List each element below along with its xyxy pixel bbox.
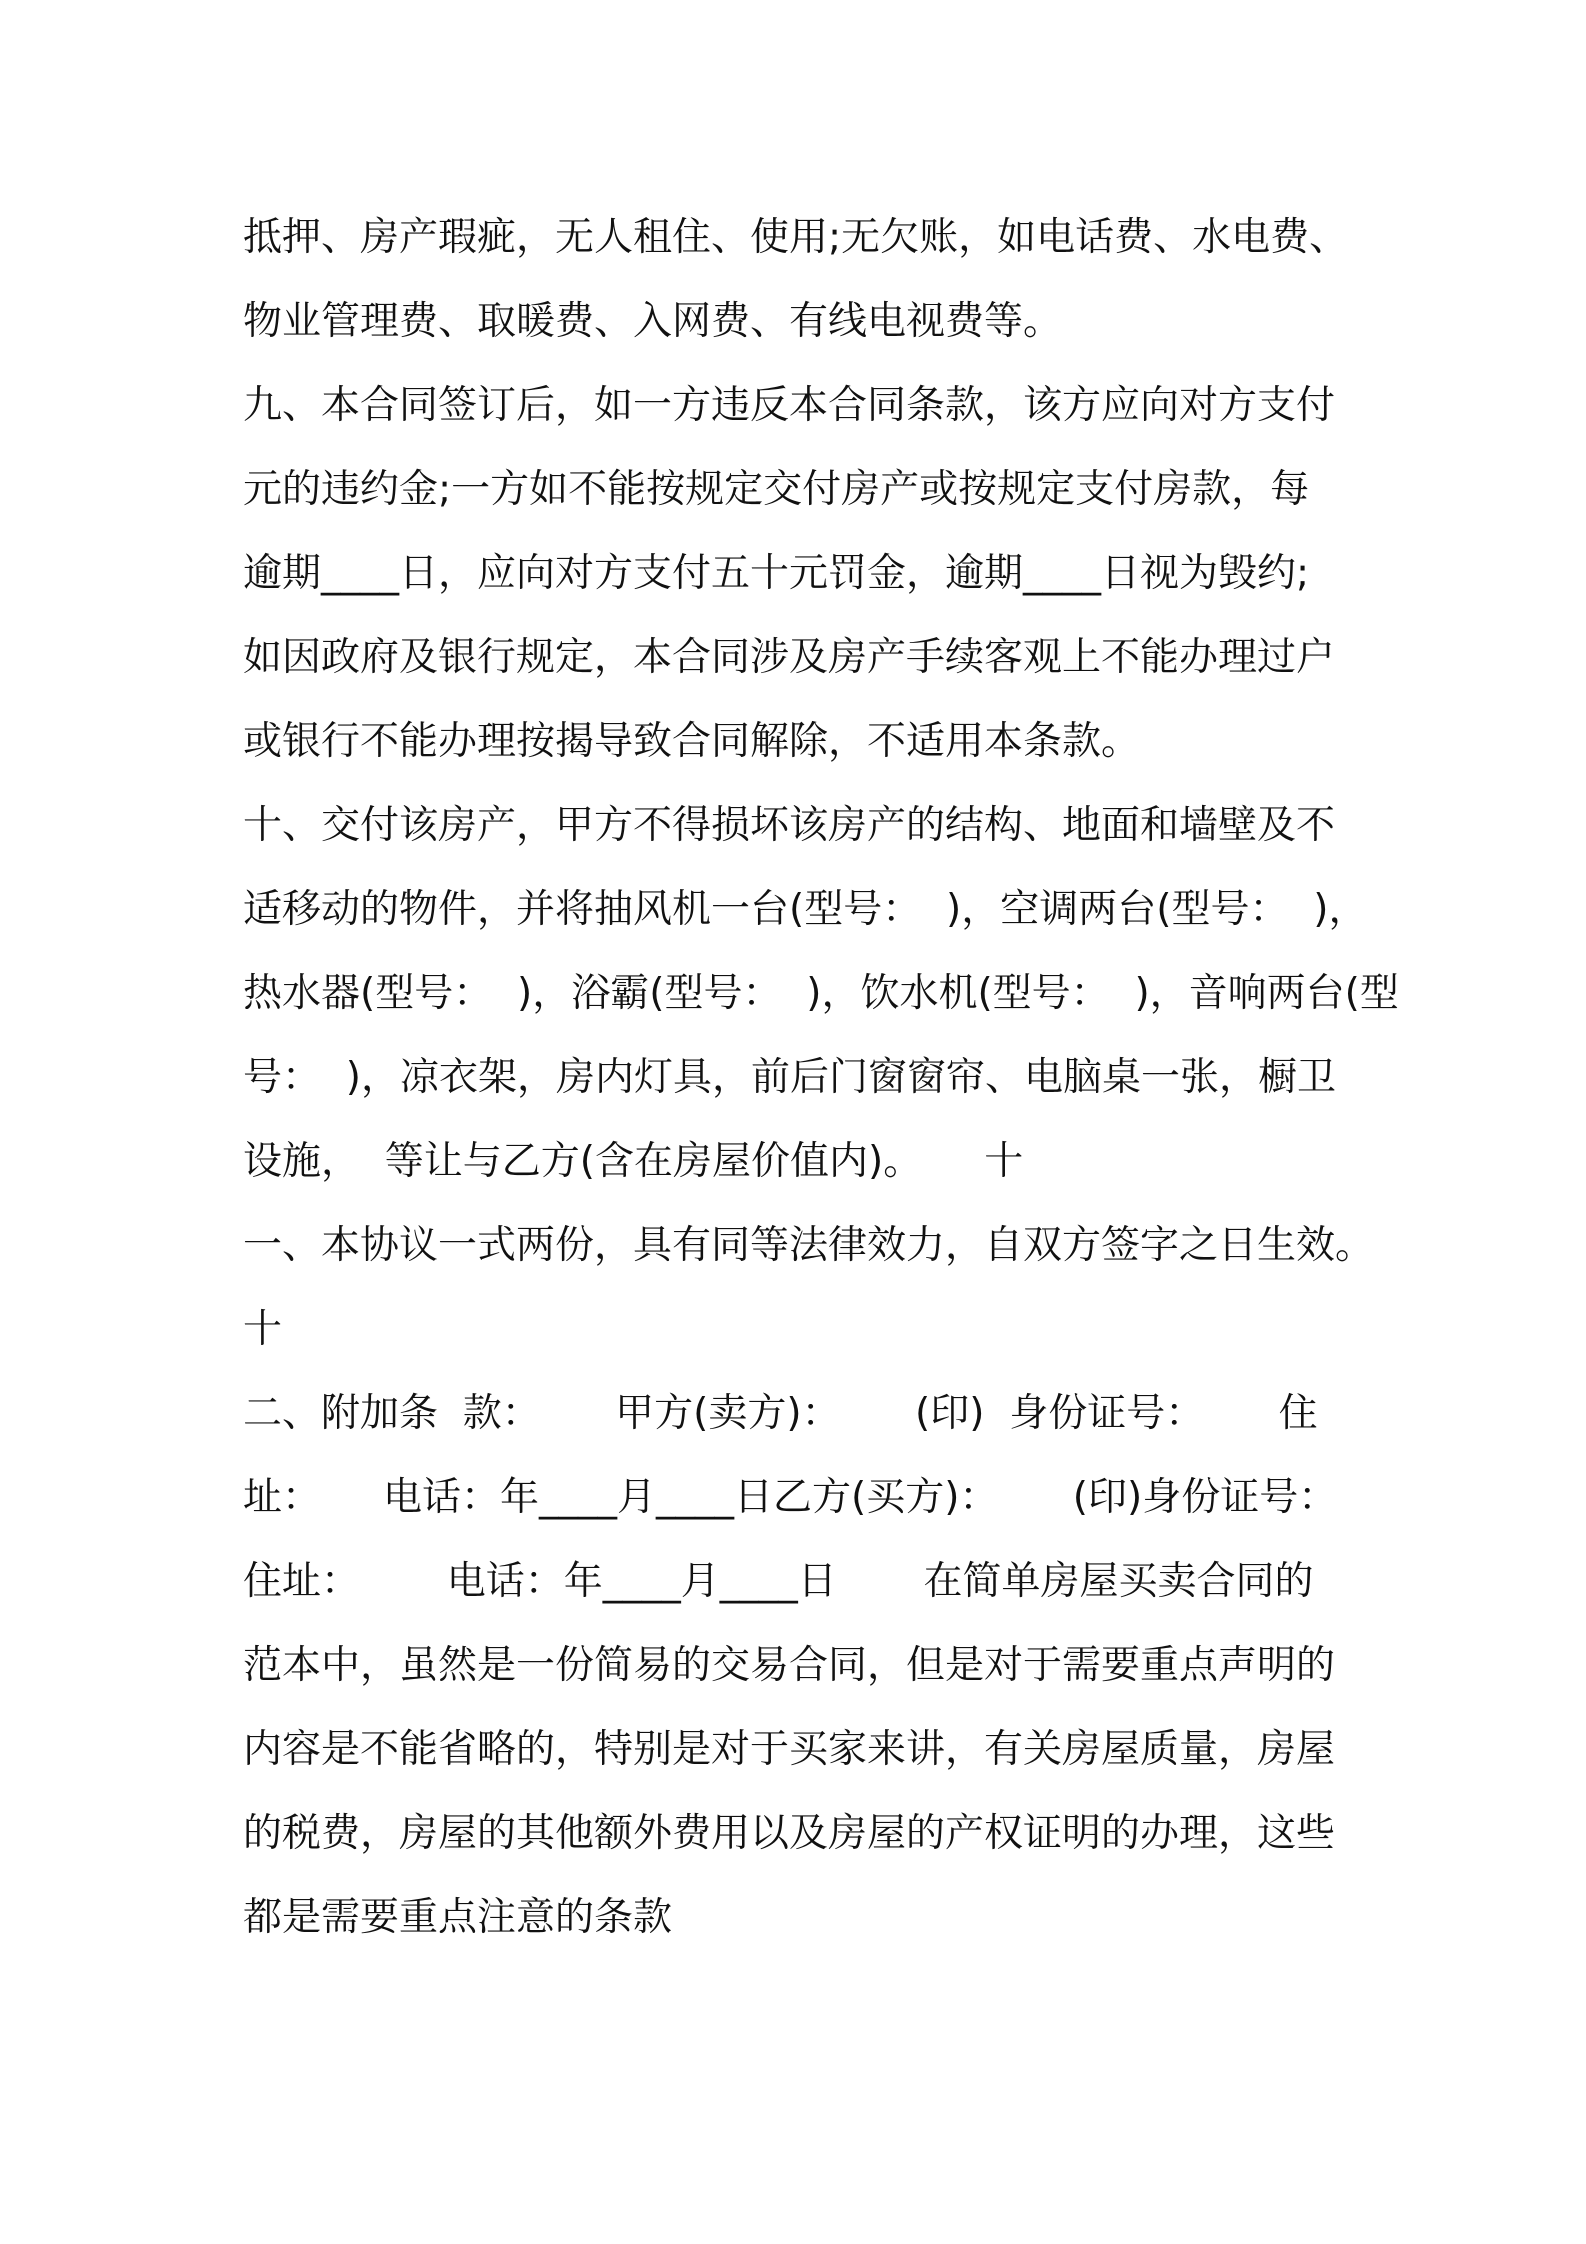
text-line: 适移动的物件，并将抽风机一台(型号： )，空调两台(型号： )， — [243, 887, 1368, 932]
text-line: 都是需要重点注意的条款 — [243, 1895, 673, 1940]
text-line: 抵押、房产瑕疵，无人租住、使用;无欠账，如电话费、水电费、 — [243, 215, 1349, 260]
text-line: 十 — [243, 1307, 283, 1352]
clause-11-line: 一、本协议一式两份，具有同等法律效力，自双方签字之日生效。 — [243, 1223, 1375, 1268]
text-line: 址： 电话：年____月____日乙方(买方)： (印)身份证号： — [243, 1475, 1338, 1520]
clause-10-line: 十、交付该房产，甲方不得损坏该房产的结构、地面和墙壁及不 — [243, 803, 1336, 848]
text-line: 范本中，虽然是一份简易的交易合同，但是对于需要重点声明的 — [243, 1643, 1336, 1688]
text-line: 或银行不能办理按揭导致合同解除，不适用本条款。 — [243, 719, 1141, 764]
clause-12-line: 二、附加条 款： 甲方(卖方)： (印) 身份证号： 住 — [243, 1391, 1318, 1436]
clause-9-line: 九、本合同签订后，如一方违反本合同条款，该方应向对方支付 — [243, 383, 1336, 428]
text-line: 逾期____日，应向对方支付五十元罚金，逾期____日视为毁约; — [243, 551, 1310, 596]
text-line: 住址： 电话：年____月____日 在简单房屋买卖合同的 — [243, 1559, 1314, 1604]
text-line: 设施， 等让与乙方(含在房屋价值内)。 十 — [243, 1139, 1024, 1184]
text-line: 号： )，凉衣架，房内灯具，前后门窗窗帘、电脑桌一张，橱卫 — [243, 1055, 1337, 1100]
text-line: 的税费，房屋的其他额外费用以及房屋的产权证明的办理，这些 — [243, 1811, 1336, 1856]
text-line: 物业管理费、取暖费、入网费、有线电视费等。 — [243, 299, 1063, 344]
text-line: 元的违约金;一方如不能按规定交付房产或按规定支付房款，每 — [243, 467, 1310, 512]
text-line: 内容是不能省略的，特别是对于买家来讲，有关房屋质量，房屋 — [243, 1727, 1336, 1772]
text-line: 如因政府及银行规定，本合同涉及房产手续客观上不能办理过户 — [243, 635, 1336, 680]
contract-text-block — [243, 196, 1399, 1960]
text-line: 热水器(型号： )，浴霸(型号： )，饮水机(型号： )，音响两台(型 — [243, 971, 1399, 1016]
